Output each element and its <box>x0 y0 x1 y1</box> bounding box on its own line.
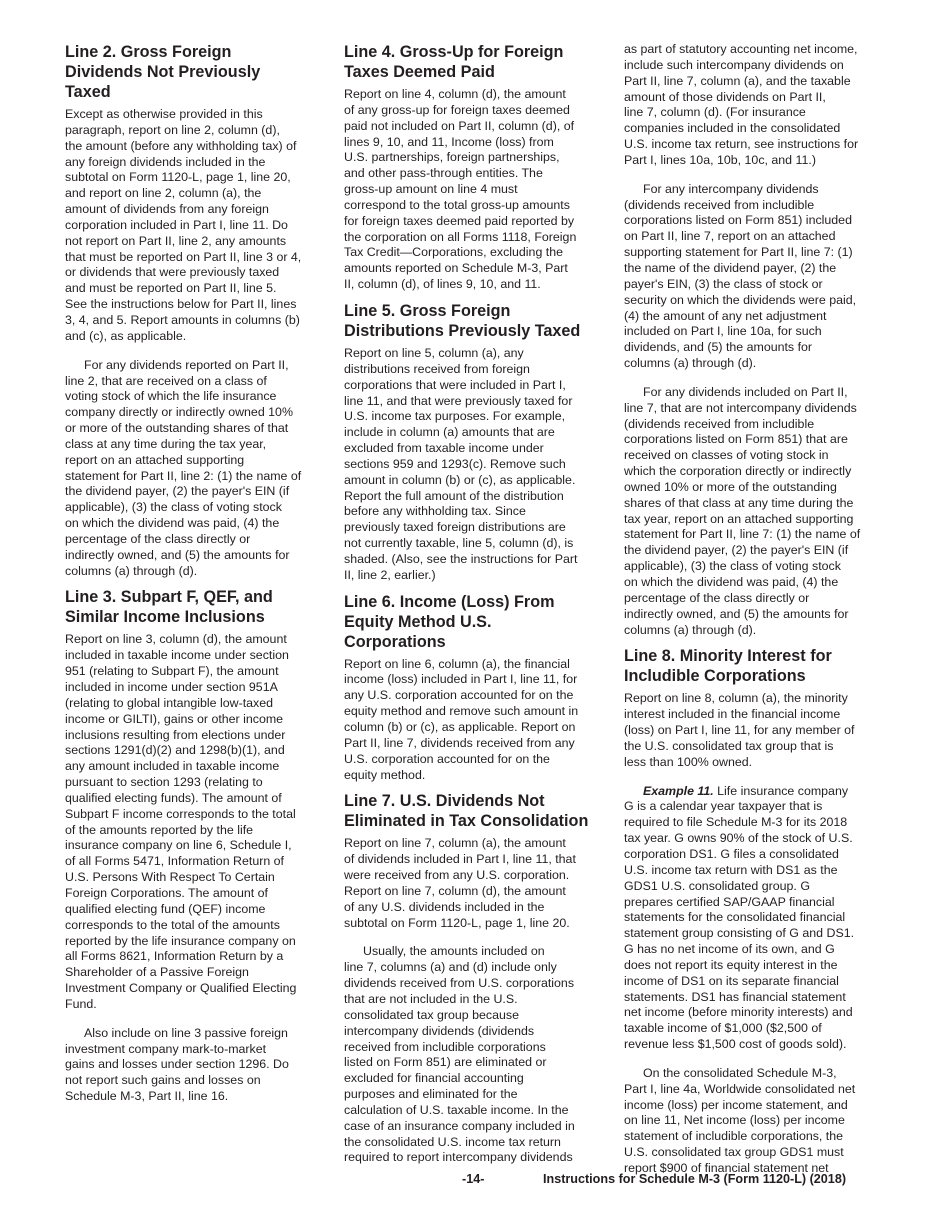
heading-line-4: Line 4. Gross-Up for Foreign Taxes Deemed Paid <box>344 43 564 81</box>
line-2-paragraph-2: For any dividends reported on Part II, line 2, that are received on a class of voting stock of which the life insurance company directly or indirectly owned 10% or more of the outstanding shares of that class at any time during the tax year, report on an attached supporting statement for Part II, line 2: (1) the name of the dividend payer, (2) the payer's EIN (if applicable), (3) the class of voting stock on which the dividend was paid, (4) the percentage of the class directly or indirectly owned, and (5) the amounts for columns (a) through (d). <box>65 357 302 578</box>
heading-line-3: Line 3. Subpart F, QEF, and Similar Income Inclusions <box>65 588 273 627</box>
example-11-first-line: Life insurance company <box>713 783 849 798</box>
heading-line-6: Line 6. Income (Loss) From Equity Method U.S. Corporations <box>344 592 555 651</box>
line-6-paragraph-1: Report on line 6, column (a), the financial income (loss) included in Part I, line 11, for any U.S. corporation accounted for on the equity method and remove such amount in column (b) or (c), as applicable. Report on Part II, line 7, dividends received from any U.S. corporation accounted for on the equity method. <box>344 656 579 782</box>
line-4-paragraph-1: Report on line 4, column (d), the amount of any gross-up for foreign taxes deemed paid not included on Part II, column (d), of lines 9, 10, and 11, Income (loss) from U.S. partnerships, foreign partnerships, and other pass-through entities. The gross-up amount on line 4 must correspond to the total gross-up amounts for foreign taxes deemed paid reported by the corporation on all Forms 1118, Foreign Tax Credit—Corporations, excluding the amounts reported on Schedule M-3, Part II, column (d), of lines 9, 10, and 11. <box>344 87 577 292</box>
heading-line-8: Line 8. Minority Interest for Includible Corporations <box>624 647 832 686</box>
example-11-rest: G is a calendar year taxpayer that is required to file Schedule M-3 for its 2018 tax year. G owns 90% of the stock of U.S. corporation DS1. G files a consolidated U.S. income tax return with DS1 as the GDS1 U.S. consolidated group. G prepares certified SAP/GAAP financial statements for the consolidated financial statement group consisting of G and DS1. G has no net income of its own, and G does not report its equity interest in the income of DS1 on its separate financial statements. DS1 has financial statement net income (before minority interests) and taxable income of $1,000 ($2,500 of revenue less $1,500 cost of goods sold). <box>624 799 855 1052</box>
heading-line-2: Line 2. Gross Foreign Dividends Not Previously Taxed <box>65 43 261 101</box>
page-number: -14- <box>462 1172 485 1186</box>
line-8-paragraph-1: Report on line 8, column (a), the minority interest included in the financial income (loss) on Part I, line 11, for any member of the U.S. consolidated tax group that is less than 100% owned. <box>624 691 855 769</box>
line-7-paragraph-1: Report on line 7, column (a), the amount of dividends included in Part I, line 11, that were received from any U.S. corporation. Report on line 7, column (d), the amount of any U.S. dividends included in the subtotal on Form 1120-L, page 1, line 20. <box>344 836 576 930</box>
column-middle <box>344 42 606 1166</box>
example-11-paragraph <box>624 784 886 1053</box>
heading-line-7: Line 7. U.S. Dividends Not Eliminated in Tax Consolidation <box>344 792 589 831</box>
line-2-paragraph-1: Except as otherwise provided in this paragraph, report on line 2, column (d), the amount (before any withholding tax) of any foreign dividends included in the subtotal on Form 1120-L, page 1, line 20, and report on line 2, column (a), the amount of dividends from any foreign corporation included in Part I, line 11. Do not report on Part II, line 2, any amounts that must be reported on Part II, line 3 or 4, or dividends that were previously taxed and must be reported on Part II, line 5. See the instructions below for Part II, lines 3, 4, and 5. Report amounts in columns (b) and (c), as applicable. <box>65 107 302 343</box>
example-11-label: Example 11. <box>643 783 714 798</box>
line-7-paragraph-4: For any dividends included on Part II, line 7, that are not intercompany dividends (dividends received from includible corporations listed on Form 851) that are received on classes of voting stock in which the corporation directly or indirectly owned 10% or more of the outstanding shares of that class at any time during the tax year, report on an attached supporting statement for Part II, line 7: (1) the name of the dividend payer, (2) the payer's EIN (if applicable), (3) the class of voting stock on which the dividend was paid, (4) the percentage of the class directly or indirectly owned, and (5) the amounts for columns (a) through (d). <box>624 384 861 637</box>
column-left <box>65 42 327 1105</box>
line-7-paragraph-3: For any intercompany dividends (dividends received from includible corporations listed on Form 851) included on Part II, line 7, report on an attached supporting statement for Part II, line 7: (1) the name of the dividend payer, (2) the payer's EIN, (3) the class of stock or security on which the dividends were paid, (4) the amount of any net adjustment included on Part I, line 10a, for such dividends, and (5) the amounts for columns (a) through (d). <box>624 181 857 371</box>
line-3-paragraph-1: Report on line 3, column (d), the amount included in taxable income under section 951 (relating to Subpart F), the amount included in income under section 951A (relating to global intangible low-taxed income or GILTI), gains or other income inclusions resulting from elections under sections 1291(d)(2) and 1298(b)(1), and any amount included in taxable income pursuant to section 1293 (relating to qualified electing funds). The amount of Subpart F income corresponds to the total of the amounts reported by the life insurance company on line 6, Schedule I, of all Forms 5471, Information Return of U.S. Persons With Respect To Certain Foreign Corporations. The amount of qualified electing fund (QEF) income corresponds to the total of the amounts reported by the life insurance company on all Forms 8621, Information Return by a Shareholder of a Passive Foreign Investment Company or Qualified Electing Fund. <box>65 632 297 1011</box>
line-7-paragraph-2-continued: as part of statutory accounting net income, include such intercompany dividends on Part II, line 7, column (a), and the taxable amount of those dividends on Part II, line 7, column (d). (For insurance companies included in the consolidated U.S. income tax return, see instructions for Part I, lines 10a, 10b, 10c, and 11.) <box>624 42 859 167</box>
column-right <box>624 42 886 1177</box>
line-3-paragraph-2: Also include on line 3 passive foreign investment company mark-to-market gains and losses under section 1296. Do not report such gains and losses on Schedule M-3, Part II, line 16. <box>65 1025 289 1104</box>
line-7-paragraph-2: Usually, the amounts included on line 7, columns (a) and (d) include only dividends received from U.S. corporations that are not included in the U.S. consolidated tax group because intercompany dividends (dividends received from includible corporations listed on Form 851) are eliminated or excluded for financial accounting purposes and eliminated for the calculation of U.S. taxable income. In the case of an insurance company included in the consolidated U.S. income tax return required to report intercompany dividends <box>344 944 575 1165</box>
line-5-paragraph-1: Report on line 5, column (a), any distributions received from foreign corporations that were included in Part I, line 11, and that were previously taxed for U.S. income tax purposes. For example, include in column (a) amounts that are excluded from taxable income under sections 959 and 1293(c). Remove such amount in column (b) or (c), as applicable. Report the full amount of the distribution before any withholding tax. Since previously taxed foreign distributions are not currently taxable, line 5, column (d), is shaded. (Also, see the instructions for Part II, line 2, earlier.) <box>344 345 578 582</box>
document-title: Instructions for Schedule M-3 (Form 1120-L) (2018) <box>543 1172 847 1186</box>
heading-line-5: Line 5. Gross Foreign Distributions Previously Taxed <box>344 301 581 340</box>
line-8-paragraph-3: On the consolidated Schedule M-3, Part I, line 4a, Worldwide consolidated net income (loss) per income statement, and on line 11, Net income (loss) per income statement of includible corporations, the U.S. consolidated tax group GDS1 must report $900 of financial statement net <box>624 1065 856 1175</box>
